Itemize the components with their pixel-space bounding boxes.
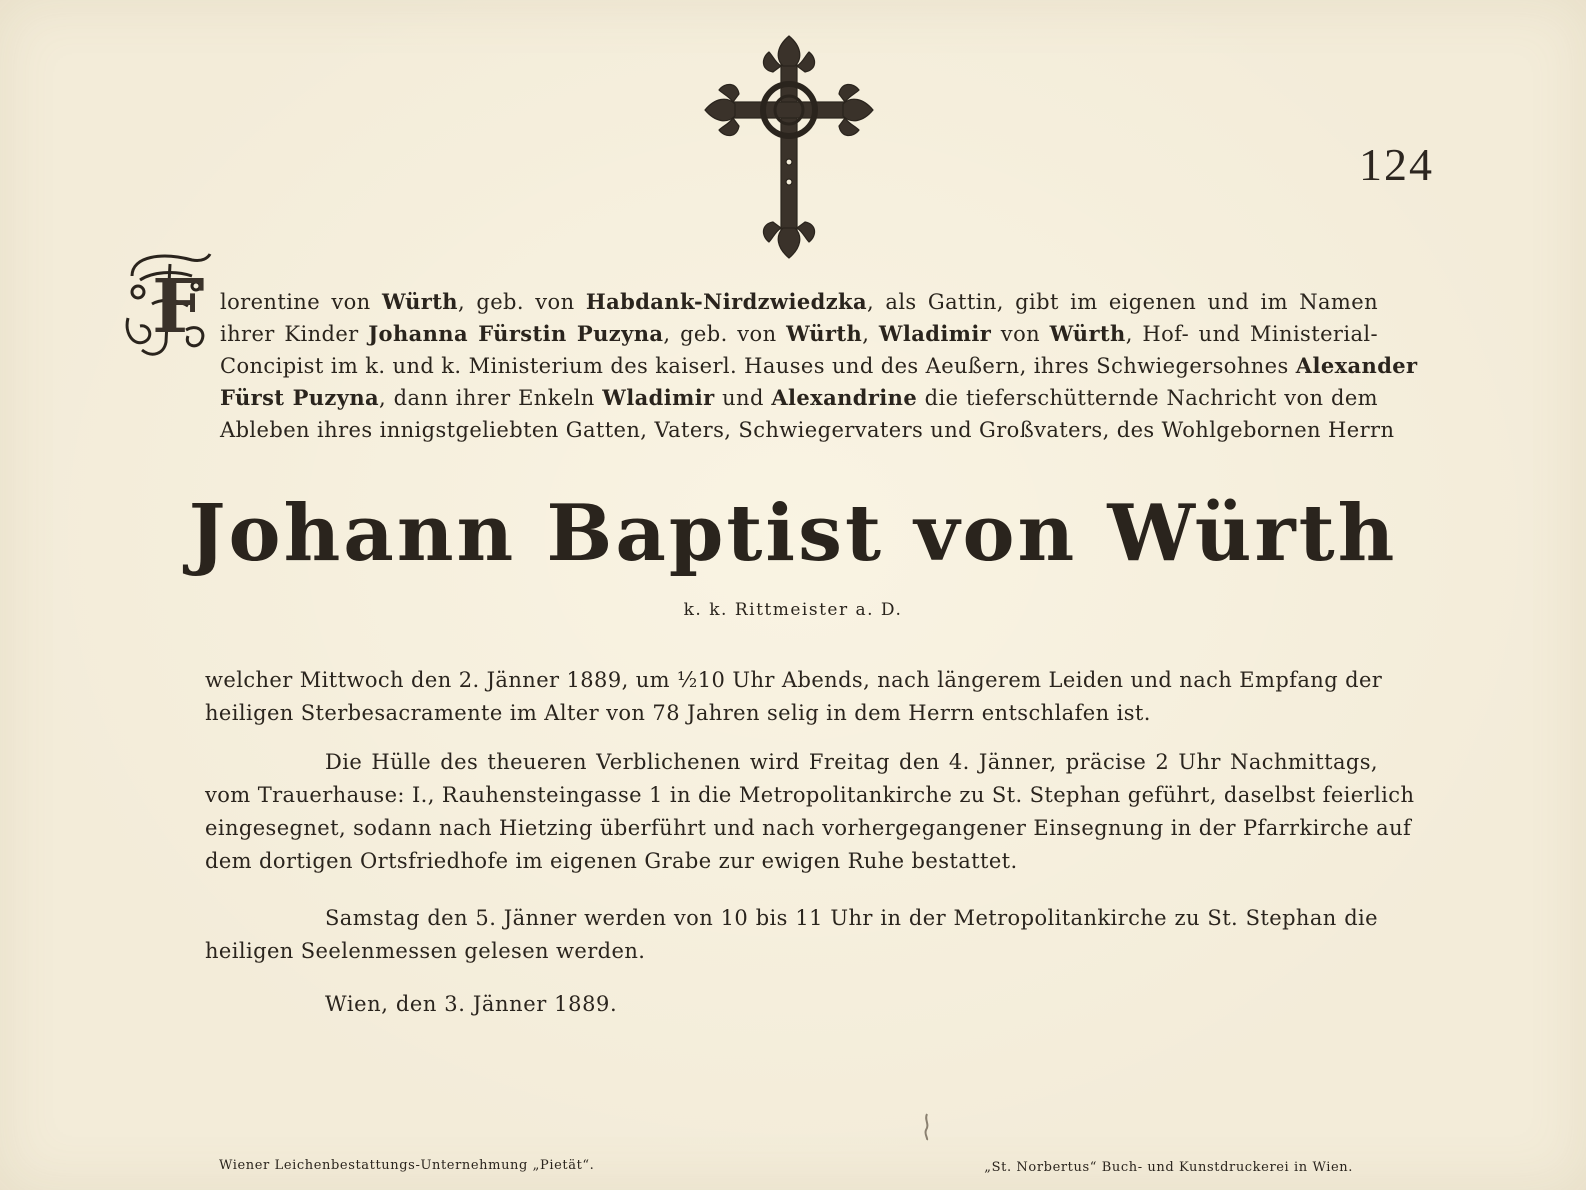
funeral-paragraph	[205, 746, 1415, 878]
death-line-1: welcher Mittwoch den 2. Jänner 1889, um ½10 Uhr Abends, nach längerem Leiden und nach Empfang der	[205, 668, 1383, 692]
funeral-line-2: vom Trauerhause: I., Rauhensteingasse 1 in die Metropolitankirche zu St. Stephan geführt, daselbst feierlich	[205, 783, 1415, 807]
mass-line-2: heiligen Seelenmessen gelesen werden.	[205, 939, 646, 963]
svg-text:F: F	[152, 264, 205, 350]
mass-paragraph	[205, 902, 1378, 968]
place-date: Wien, den 3. Jänner 1889.	[325, 992, 618, 1016]
page-number: 124	[1359, 139, 1434, 190]
intro-line-2: ihrer Kinder Johanna Fürstin Puzyna, geb. von Würth, Wladimir von Würth, Hof- und Ministerial-	[220, 321, 1378, 346]
funeral-line-1: Die Hülle des theueren Verblichenen wird Freitag den 4. Jänner, präcise 2 Uhr Nachmittags,	[325, 750, 1378, 774]
intro-line-5: Ableben ihres innigstgeliebten Gatten, Vaters, Schwiegervaters und Großvaters, des Wohlgebornen Herrn	[220, 418, 1395, 442]
deceased-rank: k. k. Rittmeister a. D.	[683, 600, 903, 620]
ornamental-cross-icon	[703, 32, 875, 262]
deceased-name: Johann Baptist von Würth	[188, 488, 1398, 579]
intro-line-1: lorentine von Würth, geb. von Habdank-Nirdzwiedzka, als Gattin, gibt im eigenen und im Namen	[220, 289, 1378, 314]
funeral-line-3: eingesegnet, sodann nach Hietzing überführt und nach vorhergegangener Einsegnung in der Pfarrkirche auf	[205, 816, 1412, 840]
footer-printer: „St. Norbertus“ Buch- und Kunstdruckerei in Wien.	[984, 1160, 1353, 1175]
mass-line-1: Samstag den 5. Jänner werden von 10 bis 11 Uhr in der Metropolitankirche zu St. Stephan die	[325, 906, 1378, 930]
death-paragraph	[205, 664, 1383, 730]
intro-paragraph	[220, 286, 1418, 446]
decorated-initial-F	[122, 246, 214, 362]
intro-line-4: Fürst Puzyna, dann ihrer Enkeln Wladimir und Alexandrine die tieferschütternde Nachricht von dem	[220, 385, 1378, 410]
footer-undertaker: Wiener Leichenbestattungs-Unternehmung „Pietät“.	[219, 1158, 595, 1173]
paper-speck	[920, 1112, 934, 1142]
funeral-line-4: dem dortigen Ortsfriedhofe im eigenen Grabe zur ewigen Ruhe bestattet.	[205, 849, 1018, 873]
death-line-2: heiligen Sterbesacramente im Alter von 78 Jahren selig in dem Herrn entschlafen ist.	[205, 701, 1151, 725]
intro-line-3: Concipist im k. und k. Ministerium des kaiserl. Hauses und des Aeußern, ihres Schwiegersohnes Alexander	[220, 353, 1418, 378]
